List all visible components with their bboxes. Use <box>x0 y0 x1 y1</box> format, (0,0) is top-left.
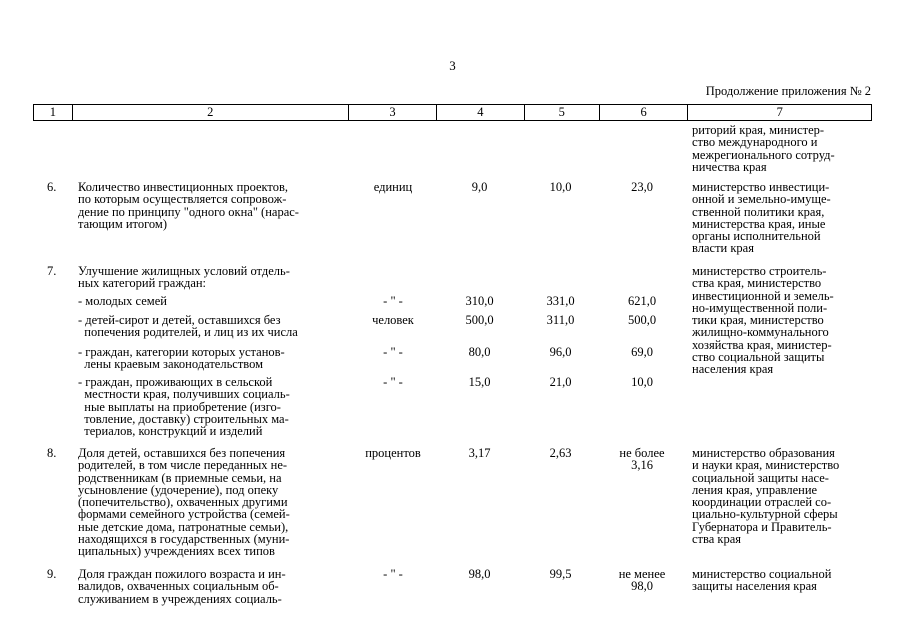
sub-indicator: - молодых семей <box>78 294 167 308</box>
table-header <box>33 104 872 121</box>
row-indicator: Доля граждан пожилого возраста и ин- валидов, охваченных социальным об- служиванием в учреждениях социаль- <box>78 567 286 606</box>
sub-value-2012: 331,0 <box>546 294 575 308</box>
sub-unit: - " - <box>383 294 403 308</box>
sub-indicator: - граждан, категории которых установ- лены краевым законодательством <box>78 345 285 372</box>
row-indicator: Улучшение жилищных условий отдель- ных категорий граждан: <box>78 264 290 291</box>
row-value-2012: 99,5 <box>549 567 572 581</box>
row-value-2012: 10,0 <box>549 180 572 194</box>
sub-unit: - " - <box>383 375 403 389</box>
row-number: 8. <box>47 446 57 460</box>
row-unit: - " - <box>383 567 403 581</box>
sub-value-2012: 311,0 <box>546 313 575 327</box>
row-responsible: министерство образования и науки края, министерство социальной защиты насе- ления края, управление координации отраслей со- циально-культурной сферы Губернатора и Правитель- ства края <box>692 446 840 547</box>
header-col-5: 5 <box>525 105 600 120</box>
header-col-1: 1 <box>34 105 73 120</box>
row-value-2011: 98,0 <box>468 567 491 581</box>
carry-over-responsible: риторий края, министер- ство международного и межрегионального сотруд- ничества края <box>692 123 835 174</box>
row-value-target: 23,0 <box>631 180 653 194</box>
row-unit: единиц <box>373 180 413 194</box>
sub-unit: человек <box>372 313 414 327</box>
sub-value-target: 621,0 <box>627 294 657 308</box>
header-col-6: 6 <box>600 105 688 120</box>
header-col-3: 3 <box>349 105 437 120</box>
sub-value-target: 500,0 <box>627 313 657 327</box>
row-responsible: министерство инвестици- онной и земельно-имуще- ственной политики края, министерства края, иные органы исполнительной власти края <box>692 180 831 256</box>
row-value-2012: 2,63 <box>549 446 572 460</box>
sub-value-2011: 15,0 <box>468 375 491 389</box>
row-number: 9. <box>47 567 57 581</box>
page-number: 3 <box>449 58 456 73</box>
sub-value-2011: 80,0 <box>468 345 491 359</box>
sub-indicator: - граждан, проживающих в сельской местности края, получивших социаль- ные выплаты на приобретение (изго- товление, доставку) строительных ма- териалов, конструкций и изделий <box>78 375 290 439</box>
continuation-note: Продолжение приложения № 2 <box>705 84 871 98</box>
sub-value-2012: 21,0 <box>549 375 572 389</box>
row-responsible: министерство строитель- ства края, министерство инвестиционной и земель- но-имущественной поли- тики края, министерство жилищно-коммунального хозяйства края, министер- ство социальной защиты населения края <box>692 264 834 377</box>
sub-value-target: 69,0 <box>631 345 653 359</box>
header-col-7: 7 <box>776 105 783 119</box>
sub-value-target: 10,0 <box>631 375 653 389</box>
sub-value-2011: 310,0 <box>465 294 494 308</box>
sub-indicator: - детей-сирот и детей, оставшихся без попечения родителей, и лиц из их числа <box>78 313 298 340</box>
row-responsible: министерство социальной защиты населения края <box>692 567 832 594</box>
row-value-2011: 9,0 <box>471 180 488 194</box>
header-col-4: 4 <box>437 105 524 120</box>
row-value-target: не менее 98,0 <box>618 567 666 594</box>
sub-value-2012: 96,0 <box>549 345 572 359</box>
sub-value-2011: 500,0 <box>465 313 494 327</box>
sub-unit: - " - <box>383 345 403 359</box>
row-value-2011: 3,17 <box>468 446 491 460</box>
row-indicator: Количество инвестиционных проектов, по которым осуществляется сопровож- дение по принципу "одного окна" (нарас- тающим итогом) <box>78 180 299 231</box>
row-value-target: не более 3,16 <box>619 446 665 473</box>
row-unit: процентов <box>365 446 421 460</box>
row-number: 6. <box>47 180 57 194</box>
row-indicator: Доля детей, оставшихся без попечения родителей, в том числе переданных не- родственникам (в приемные семьи, на усыновление (удочерение), под опеку (попечительство), охваченных другими формами семейного устройства (семей- ные детские дома, патронатные семьи), находящихся в государственных (муни- ципальных) учреждениях всех типов <box>78 446 290 559</box>
header-col-2: 2 <box>73 105 349 120</box>
row-number: 7. <box>47 264 57 278</box>
